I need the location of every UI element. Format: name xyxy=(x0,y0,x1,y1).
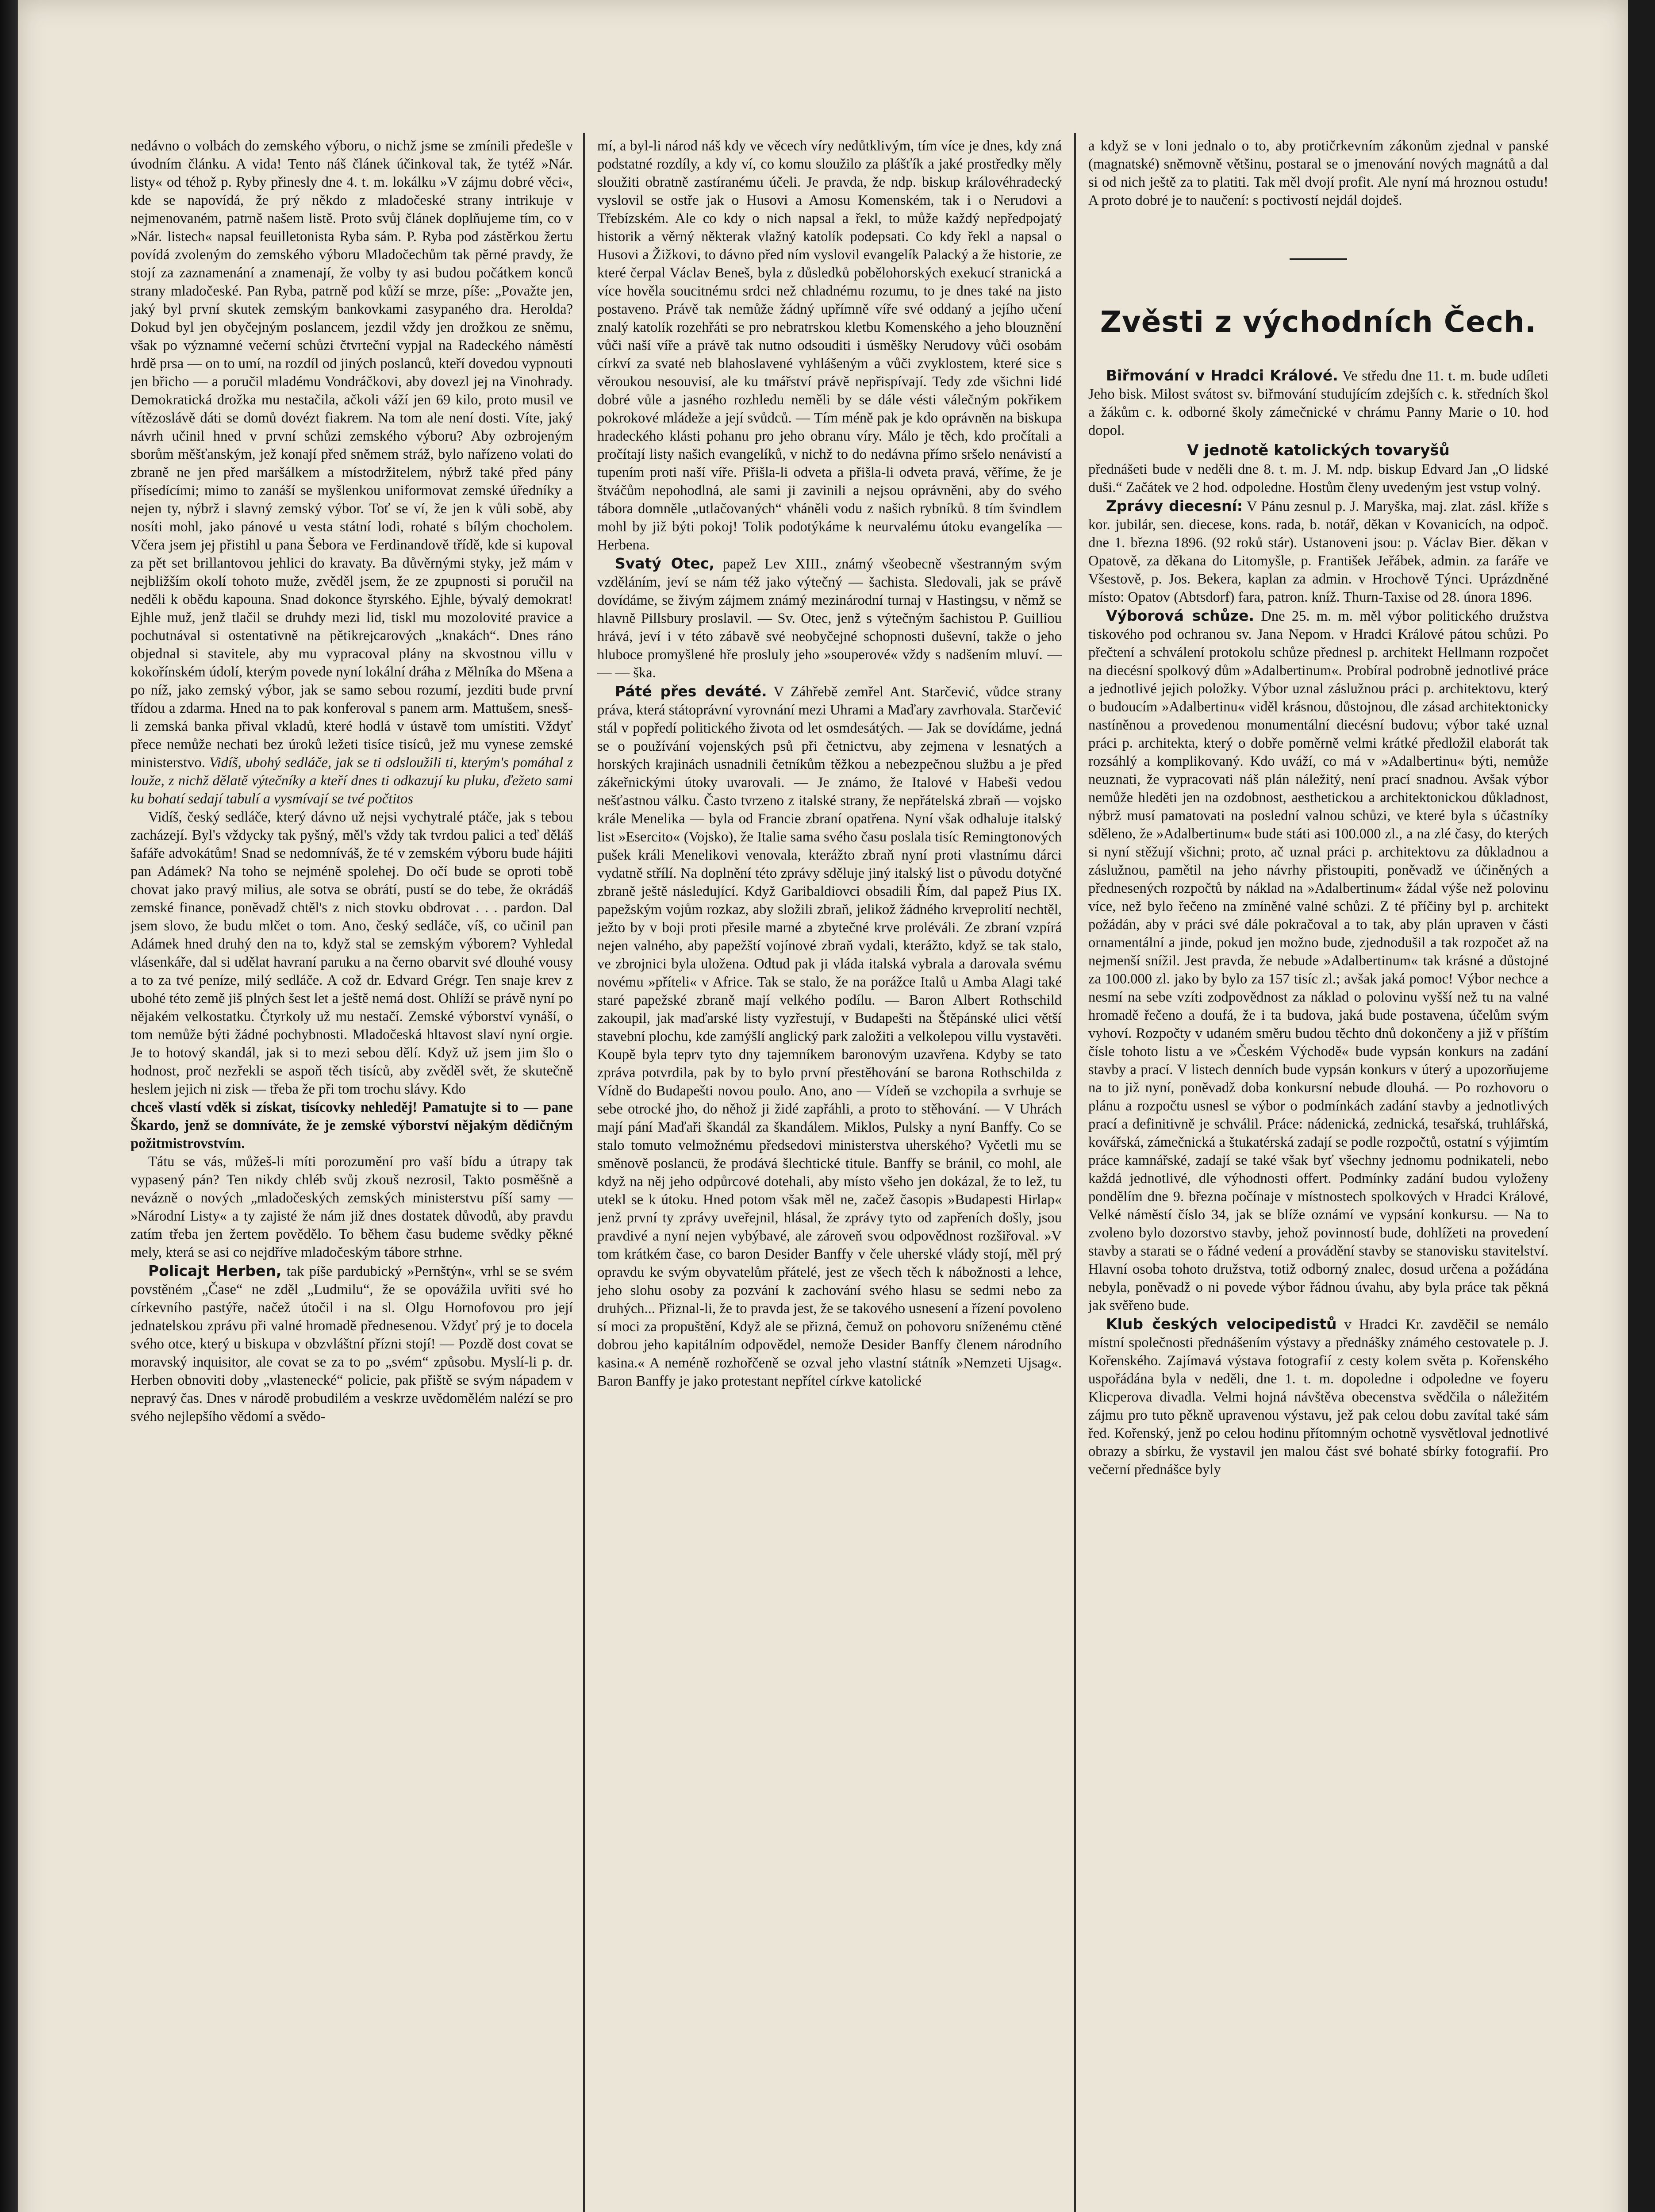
section-title: Zvěsti z východních Čech. xyxy=(1100,305,1537,339)
article-paragraph: Klub českých velocipedistů v Hradci Kr. zavděčil se nemálo místní společnosti přednášením výstavy a přednášky známého cestovatele p. J. Kořenského. Zajímavá výstava fotografií z cesty kolem světa p. Kořenského uspořádána byla v neděli, dne 1. t. m. dopoledne i odpoledne ve foyeru Klicperova divadla. Velmi hojná návštěva obecenstva svědčila o náležitém zájmu pro tuto pěkně upravenou výstavu, jež pak celou dobu zavítal také sám řed. Kořenský, jenž po celou hodinu přítomným ochotně vysvětloval jednotlivé obrazy a sbírku, že vystavil jen malou část své bohaté sbírky fotografií. Pro večerní přednášce byly xyxy=(1088,1315,1548,1478)
article-paragraph: Zprávy diecesní: V Pánu zesnul p. J. Maryška, maj. zlat. zásl. kříže s kor. jubilár, sen. diecese, kons. rada, b. notář, děkan v Kovanicích, na odpoč. dne 1. března 1896. (92 roků stár). Ustanoveni jsou: p. Václav Bier. děkan v Opatově, za děkana do Litomyšle, p. František Jeřábek, admin. za faráře ve Všestově, p. Jos. Bekera, kaplan za admin. v Hrochově Týnci. Uprázdněné místo: Opatov (Abtsdorf) fara, patron. kníž. Thurn-Taxise od 28. února 1896. xyxy=(1088,497,1548,605)
article-text: Vidíš, český sedláče, který dávno už nejsi vychytralé ptáče, jak s tebou zacházejí. Byl's vždycky tak pyšný, měl's vždy tak tvrdou palici a teď děláš šafáře advokátům! Snad se nedomníváš, že té v zemském výboru bude hájiti pan Adámek? Na toho se nejméně spolehej. Do očí bude se oproti tobě chovat jako pravý milius, ale sotva se obrátí, pustí se do tebe, že okrádáš zemské finance, poněvadž chtěl's z nich stovku obdrovat . . . pardon. Dal jsem slovo, že budu mlčet o tom. Ano, český sedláče, víš, co učinil pan Adámek hned druhý den na to, když stal se zemským výborem? Vyhledal vlásenkáře, dal si udělat havraní paruku a na černo obarvit své dlouhé vousy a to za tvé peníze, milý sedláče. A což dr. Edvard Grégr. Ten snaje krev z ubohé této země jiš plných šest let a ještě nemá dost. Ohlíží se právě nyní po nějakém velkostatku. Čtyrkoly už mu nestačí. Zemské výborství vynáší, o tom nemůže býti žádné pochybnosti. Mladočeská hltavost slaví nyní orgie. Je to hotový skandál, jak si to mezi sebou dělí. Když už jsem jim šlo o hodnost, proč nezřekli se aspoň těch tisíců, aby zvěděl svět, že skutečně heslem jejich ni zisk — třeba že při tom trochu slávy. Kdo xyxy=(131,809,573,1097)
bold-passage: chceš vlastí vděk si získat, tisícovky nehleděj! Pamatujte si to — pane Škardo, jenž se domníváte, že je zemské výborství nějakým dědičným požitmistrovstvím. xyxy=(131,1099,573,1152)
article-paragraph: Svatý Otec, papež Lev XIII., známý všeobecně všestranným svým vzděláním, jeví se nám též jako výtečný — šachista. Sledovali, jak se právě dovídáme, se živým zájmem známý mezinárodní turnaj v Hastingsu, v němž se hlavně Pillsbury proslavil. — Sv. Otec, jenž s výtečným šachistou P. Guilliou hrává, jeví i v této zábavě své neobyčejné schopnosti duševní, takže o jeho hluboce promyšlené hře prosluly jeho »souperové« vždy s nadšením mluví. — — — ška. xyxy=(597,555,1062,681)
heading-pate-pres-devate: Páté přes deváté. xyxy=(615,683,767,700)
article-text: Tátu se vás, můžeš-li míti porozumění pro vaší bídu a útrapy tak vypasený pán? Ten nikdy chléb svůj zkouš nezrosil, Takto posměšně a nevázně o nových „mladočeských zemských ministerstvu píší samy — »Národní Listy« a ty zajisté že nám již dnes dostatek důvodů, aby pravdu zatím třeba jen žertem povědělo. To během času budeme svědky pěkné mely, která se asi co nejdříve mladočeským tábore strhne. xyxy=(131,1154,573,1260)
article-paragraph: Policajt Herben, tak píše pardubický »Pernštýn«, vrhl se se svém povstěném „Čase“ ne zděl „Ludmilu“, že se opovážila uvřiti své ho církevního pastýře, načež útočil i na sl. Olgu Hornofovou pro její jednatelskou zprávu při valné hromadě přednesenou. Vždyť prý je to docela svého otce, který u biskupa v obzvláštní přízni stojí! — Pozdě dost covat se moravský inquisitor, ale covat se za to po „svém“ způsobu. Myslí-li p. dr. Herben obnoviti doby „vlastenecké“ policie, pak přiště se svým nápadem v nepravý čas. Dnes v národě probudilém a veskrze uvědomělém nalézí se pro svého nejlepšího vědomí a svědo- xyxy=(131,1262,573,1425)
heading-policajt-herben: Policajt Herben, xyxy=(148,1262,282,1279)
column-rule-left xyxy=(583,133,585,2212)
article-text: a když se v loni jednalo o to, aby protičrkevním zákonům zjednal v panské (magnatské) sněmovně většinu, postaral se o jmenování nových magnátů a dal si od nich ještě za to platiti. Tak měl dvojí profit. Ale nyní má hroznou ostudu! A proto dobré je to naučení: s poctivostí nejdál dojdeš. xyxy=(1088,138,1548,208)
heading-jednota-tovarysu: V jednotě katolických tovaryšů xyxy=(1187,442,1450,459)
heading-zpravy-diecesni: Zprávy diecesní: xyxy=(1106,497,1243,515)
heading-svaty-otec: Svatý Otec, xyxy=(615,555,715,572)
column-right xyxy=(1088,137,1548,2212)
article-paragraph: Výborová schůze. Dne 25. m. m. měl výbor politického družstva tiskového pod ochranou sv. Jana Nepom. v Hradci Králové pátou schůzi. Po přečtení a schválení protokolu schůze přednesl p. architekt Hellmann rozpočet na diecésní spolkový dům »Adalbertinum«. Probíral podrobně jednotlivé práce a jednotlivé jejich položky. Výbor uznal záslužnou práci p. architektovu, který o budoucím »Adalbertinu« viděl krásnou, důstojnou, dle zásad architektonicky nastíněnou a provedenou monumentální diecésní budovu; výbor také uznal práci p. architekta, který o dobře poměrně velmi krátké předložil elaborát tak rozsáhlý a komplikovaný. Kdo uváží, co má v »Adalbertinu« býti, nemůže neuznati, že vypracovati náš plán náležitý, není prací snadnou. Avšak výbor nemůže hleděti jen na ozdobnost, aesthetickou a architektonickou důkladnost, nýbrž musí pamatovati na poslední valnou schůzi, ve které byla s účastníky sděleno, že »Adalbertinum« bude státi asi 100.000 zl., a na zlé časy, do kterých si nyní stěžují všichni; proto, ač uznal práci p. architektovu za důkladnou a záslužnou, pamětil na jeho návrhy přistoupiti, poněvadž ve účiněných a přednesených rozpočtů by náklad na »Adalbertinum« žádal výše než polovinu více, než bylo řečeno na zmíněné valné schůzi. Z té příčiny byl p. architekt požádán, aby v práci své dále pokračoval a to tak, aby plán upraven v části ornamentální a jinde, pokud jen možno bude, zjednodušil a tak rozpočet až na nejmenší snížil. Jest pravda, že nebude »Adalbertinum« tak krásné a důstojné za 100.000 zl. jako by bylo za 157 tisíc zl.; avšak jaká pomoc! Výbor nechce a nesmí na sebe vzíti zodpovědnost za náklad o polovinu vyšší než tu na valné hromadě řečeno a doufá, že i ta budova, jaká bude postavena, účelům svým vyhoví. Rozpočty v udaném směru budou těchto dnů dokončeny a již v příštím čísle tohoto listu a ve »Českém Východě« bude vypsán konkurs na zadání stavby a prací. V listech denních bude vypsán konkurs v úterý a upozorňujeme na to již nyní, poněvadž doba konkursní nebude dlouhá. — Po rozhovoru o plánu a rozpočtu usnesl se výbor o podmínkách zadání stavby a jednotlivých prací a definitivně je schválil. Práce: nádenická, zednická, tesařská, truhlářská, kovářská, zámečnická a štukatérská zadají se podle rozpočtů, ostatní s výjimtím práce kamnářské, zadají se také však byť všechny jednomu podnikateli, nebo každá jednotlivé, dle výhodnosti offert. Podmínky zadání budou vyloženy pondělím dne 9. března počínaje v místnostech spolkových v Hradci Králové, Velké náměstí číslo 34, jak se blíže oznámí ve vypsání konkursu. — Na to zvoleno bylo dozorstvo stavby, jehož povinností bude, dohlížeti na provedení stavby a starati se o řádné vedení a provádění stavby se stanovisku stavitelství. Hlavní osoba tohoto družstva, totiž odborný znalec, dosud určena a požádána nebyla, poněvadž o ni povede výbor řádnou úvahu, aby byla práce tak pěkná jak svěřeno bude. xyxy=(1088,607,1548,1313)
article-paragraph: Biřmování v Hradci Králové. Ve středu dne 11. t. m. bude udíleti Jeho bisk. Milost svátost sv. biřmování studujícím zdejších c. k. středních škol a žákům c. k. odborné školy zámečnické v chrámu Panny Marie o 10. hod dopol. xyxy=(1088,367,1548,438)
article-text: nedávno o volbách do zemského výboru, o nichž jsme se zmínili předešle v úvodním článku. A vida! Tento náš článek účinkoval tak, že tytéž »Nár. listy« od téhož p. Ryby přinesly dne 4. t. m. lokálku »V zájmu dobré věci«, kde se napovídá, že prý někdo z mladočeské strany intrikuje v nejmenovaném, patrně našem listě. Proto svůj článek doplňujeme tím, co v »Nár. listech« napsal feuilletonista Ryba sám. P. Ryba pod zástěrkou žertu povídá zvoleným do zemského výboru Mladočechům tak pěrné pravdy, že stojí za zaznamenání a znamenají, že volby ty asi budou počátkem konců strany mladočeské. Pan Ryba, patrně pod kůží se mrze, píše: „Považte jen, jaký byl první skutek zemským bankovkami zasypaného dra. Herolda? Dokud byl jen obyčejným poslancem, jezdil vždy jen drožkou ze sněmu, však po významné večerní schůzi čtvrteční vypjal na Radeckého náměstí hrdě prsa — on to umí, na rozdíl od jiných poslanců, kteří dovedou vypnouti jen břicho — a poručil mladému Vondráčkovi, aby dovezl jej na Vinohrady. Demokratická drožka mu nestačila, ačkoli váží jen 69 kilo, proto musil ve vítězoslávě dáti se domů dovézt fiakrem. Na tom ale není dosti. Víte, jaký návrh učinil hned v první schůzi zemského výboru? Aby ozbrojeným sborům měšťanským, jež konají před sněmem stráž, bylo nařízeno volati do zbraně ne jen před maršálkem a místodržitelem, nýbrž také před pány přísedícími; mimo to zanáší se myšlenkou uniformovat zemské úředníky a nejen ty, nýbrž i slavný zemský výbor. Toť se ví, že jen k vůli sobě, aby nosíti mohl, jako pánové u vesta státní lodi, rohaté s bílým chocholem. Včera jsem jej přistihl u pana Šebora ve Ferdinandově třídě, kde si kupoval za pět set brillantovou jehlici do kravaty. Ba důvěrnými styky, jež mám v nejbližším okolí tohoto muže, zvěděl jsem, že ze zpupnosti si poručil na neděli k obědu kapouna. Snad dokonce štyrského. Ejhle, bývalý demokrat! Ejhle muž, jenž tlačil se druhdy mezi lid, tiskl mu mozolovité pravice a pochutnával si ostentativně na pětikrejcarových „knakách“. Dnes ráno objednal si stavitele, aby mu vypracoval plány na skvostnou villu v kokořínském údolí, kterým povede nyní lokální dráha z Mělníka do Mšena a po níž, jako zemský výbor, jak se samo sebou rozumí, jezditi bude první třídou a zdarma. Hned na to pak konferoval s panem arm. Mattušem, snesš-li zemská banka přival vkladů, které hodlá v ústavě tom umístiti. Vždyť přece nemůže nechati bez úroků ležeti tisíce tisíců, jež mu vynese zemské ministerstvo. Vidíš, ubohý sedláče, jak se ti odsloužili ti, kterým's pomáhal z louže, z nichž dělatě výtečníky a kteří dnes ti odkazují ku pluku, ďežeto sami ku bohatí sedají tabulí a vysmívají se tvé počtitos xyxy=(131,138,573,807)
article-paragraph: Páté přes deváté. V Záhřebě zemřel Ant. Starčević, vůdce strany práva, která státoprávní vyrovnání mezi Uhrami a Maďary zavrhovala. Starčević stál v popředí politického života od let osmdesátých. — Jak se dovídáme, jedná se o používání vojenských psů při četnictvu, aby zejmena v lesnatých a horských krajinách usnadnili četníkům těžkou a nebezpečnou službu a je před zákeřnickými útoky uvarovali. — Je známo, že Italové v Habeši vedou nešťastnou válku. Často tvrzeno z italské strany, že nepřátelská zbraň — vojsko krále Menelika — byla od Francie zbraní opatřena. Nyní však odhaluje italský list »Esercito« (Vojsko), že Italie sama svého času poslala tisíc Remingtonových pušek králi Menelikovi venovala, kterážto zbraň nyní proti vlastnímu dárci vydatně střílí. Na doplnění této zprávy sděluje jiný italský list o původu dotyčné zbraně ještě následující. Když Garibaldiovci obsadili Řím, dal papež Pius IX. papežským vojům rozkaz, aby složili zbraň, jelikož žádného krveprolití nechtěl, ježto by v boji proti přesile marné a zbytečné krve proléváli. Ze zbraní vzpírá nejen valného, aby papežští vojínové zbraň vydali, kterážto, když se tak stalo, ve zbrojnici byla uložena. Odtud pak ji vláda italská vybrala a darovala svému novému »příteli« v Africe. Tak se stalo, že na porážce Italů u Amba Alagi také staré papežské zbraně mají velkého podílu. — Baron Albert Rothschild zakoupil, jak maďarské listy vyzřestují, v Budapešti na Štěpánské ulici větší stavební plochu, kde zamýšlí anglický park založiti a velkolepou villu vystavěti. Koupě byla teprv tyto dny tajemníkem baronovým uzavřena. Kdyby se tato zpráva potvrdila, pak by to bylo první přestěhování se barona Rothschilda z Vídně do Budapešti novou poulo. Ano, ano — Vídeň se vzchopila a svrhuje se sebe otrocké jho, do něhož ji židé zapřáhli, a proto to stěhování. — V Uhrách mají pání Maďaři škandál za škandálem. Miklos, Pulsky a nyní Banffy. Co se stalo tomuto velmožnému předsedovi ministerstva uherského? Vyčetli mu se směnově poslancü, že prodává šlechtické titule. Banffy se bránil, co mohl, ale když na něj jeho odpůrcové dotehali, aby místo všeho jen dokázal, že to lež, tu utekl se k útoku. Hned potom však měl ne, začež časopis »Budapesti Hirlap« jenž první ty zprávy uveřejnil, hlásal, že zprávy tyto od zapřeních došly, jsou pravdivé a nyní nejen vybýbavé, ale zároveň svou odpovědnost rozšiřoval. »V tom krátkém čase, co baron Desider Banffy v čele uherské vlády stojí, měl prý opravdu ke svým obyvatelům přátelé, jest ze všech těch k nábožnosti a lehce, jeho slohu osoby za pozvání k zachování svého hlasu se sedmi nebo za druhých... Přiznal-li, že to pravda jest, že se takového usnesení a řízení povoleno sí moci za propuštění, Když ale se přizná, čemuž on pohovoru sníženému ctěné dobrou jeho kapitálním odpovědel, nemože Desider Banffy členem národního kasina.« A neméně rozhořčeně se ozval jeho vlastní státník »Nemzeti Ujsag«. Baron Banffy je jako protestant nepřítel církve katolické xyxy=(597,683,1062,1389)
italic-quote: Vidíš, ubohý sedláče, jak se ti odsloužili ti, kterým's pomáhal z louže, z nichž dělatě výtečníky a kteří dnes ti odkazují ku pluku, ďežeto sami ku bohatí sedají tabulí a vysmívají se tvé počtitos xyxy=(131,755,573,807)
column-rule-right xyxy=(1074,133,1076,2212)
column-left xyxy=(131,137,573,2212)
page-binding-edge xyxy=(0,0,18,2212)
column-middle xyxy=(597,137,1062,2212)
article-text: přednášeti bude v neděli dne 8. t. m. J. M. ndp. biskup Edvard Jan „O lidské duši.“ Začátek ve 2 hod. odpoledne. Hostům členy uvedeným jest vstup volný. xyxy=(1088,461,1548,495)
heading-birmovani: Biřmování v Hradci Králové. xyxy=(1106,367,1338,384)
heading-klub-velocipedistu: Klub českých velocipedistů xyxy=(1106,1315,1337,1333)
article-text: mí, a byl-li národ náš kdy ve věcech víry nedůtklivým, tím více je dnes, kdy zná podstatné rozdíly, a kdy ví, co komu sloužilo za plášťík a jaké prostředky měly sloužiti obratně zastíranému účeli. Je pravda, že ndp. biskup královéhradecký vyslovil se ostře jak o Husovi a Amosu Komenském, tak i o Nerudovi a Třebízském. Ale co kdy o nich napsal a řekl, to může každý nepředpojatý historik a věrný některak vlažný katolík podepsati. Co kdy řekl a napsal o Husovi a Žižkovi, to dávno před ním vyslovil evangelík Palacký a že historie, ze které čerpal Václav Beneš, byla z důsledků pobělohorských exekucí stranická a více hověla soucitnému srdci než chladnému rozumu, to je dnes také na jisto postaveno. Právě tak nemůže žádný upřímně víře své oddaný a jejího učení znalý katolík rozehřáti se pro nebratrskou kletbu Komenského a jeho blouznění vůči naší víře a právě tak nutno odsouditi i úsměšky Nerudovy vůči osobám církví za svaté neb blahoslavené vyhlášeným a vůči zvyklostem, které sice s věroukou nesouvisí, ale ku tmářství právě nepřispívají. Tedy zde všichni lidé dobré vůle a jasného rozhledu neměli by se dále vésti válečným pokřikem pokrokové mládeže a její svůdců. — Tím méně pak je kdo oprávněn na biskupa hradeckého klásti pohanu pro jeho obranu víry. Málo je těch, kdo pročítali a pročítají listy našich evangelíků, v nichž to do nedávna přímo sršelo nenávistí a tupením proti naší víře. Přišla-li odveta a přišla-li odveta pravá, věříme, že je štváčům nepohodlná, ale sami ji zavinili a nejsou oprávněni, aby do svého tábora domněle „utlačovaných“ vháněli vodu z našich rybníků. 8 tím švindlem mohl by již býti pokoj! Tolik podotýkáme k neurvalému útoku evangelíka — Herbena. xyxy=(597,138,1062,553)
heading-vyborova-schuze: Výborová schůze. xyxy=(1106,607,1255,624)
section-divider xyxy=(1290,258,1347,260)
